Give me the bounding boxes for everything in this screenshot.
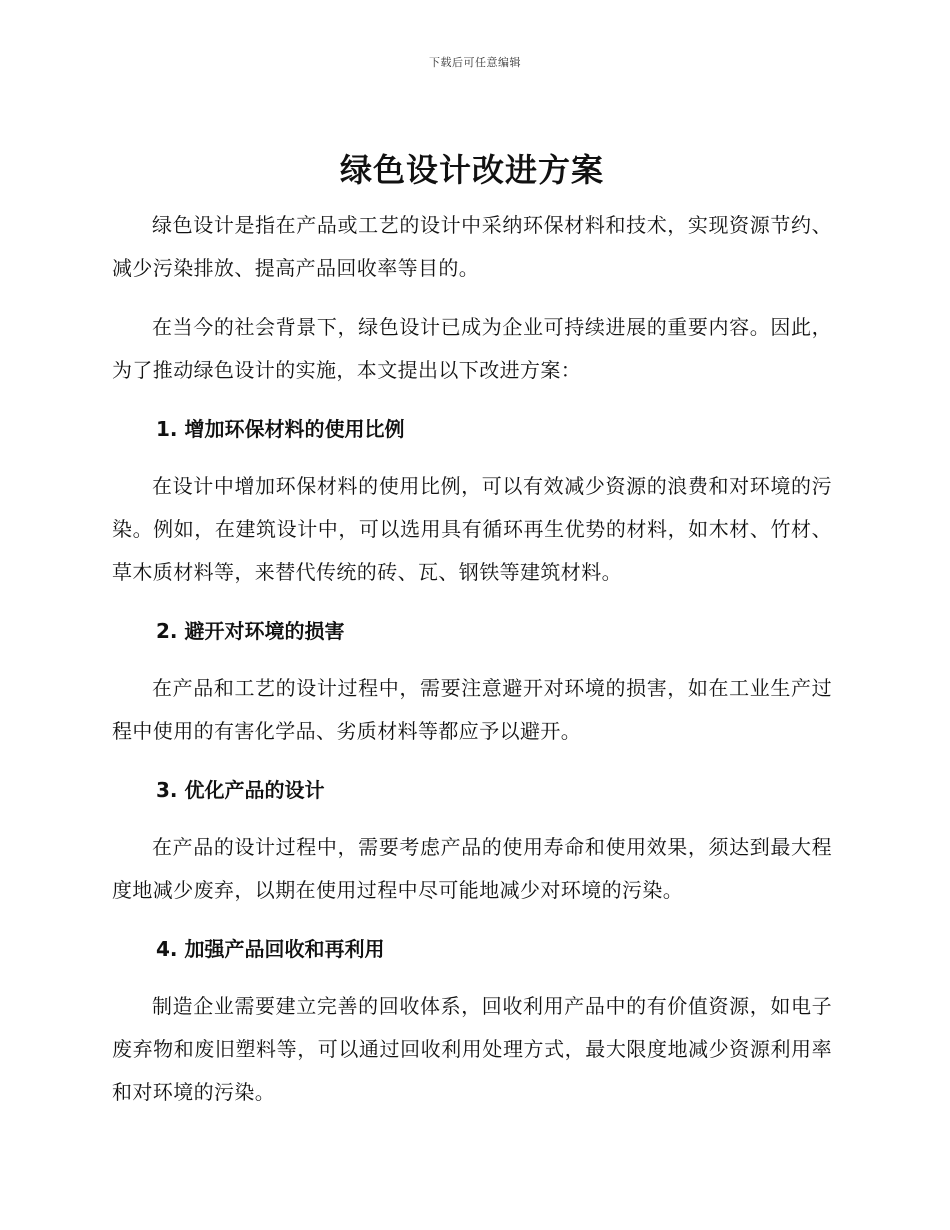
section-heading-4: 4. 加强产品回收和再利用 (156, 937, 385, 961)
section-heading-1: 1. 增加环保材料的使用比例 (156, 417, 405, 441)
document-title: 绿色设计改进方案 (339, 151, 604, 189)
paragraph-background: 在当今的社会背景下，绿色设计已成为企业可持续进展的重要内容。因此，为了推动绿色设计的实施，本文提出以下改进方案： (112, 315, 832, 382)
paragraph-section-4: 制造企业需要建立完善的回收体系，回收利用产品中的有价值资源，如电子废弃物和废旧塑料等，可以通过回收利用处理方式，最大限度地减少资源利用率和对环境的污染。 (112, 994, 832, 1104)
paragraph-section-1: 在设计中增加环保材料的使用比例，可以有效减少资源的浪费和对环境的污染。例如，在建筑设计中，可以选用具有循环再生优势的材料，如木材、竹材、草木质材料等，来替代传统的砖、瓦、钢铁等建筑材料。 (112, 474, 832, 584)
document-body (112, 146, 832, 1130)
paragraph-section-3: 在产品的设计过程中，需要考虑产品的使用寿命和使用效果，须达到最大程度地减少废弃，以期在使用过程中尽可能地减少对环境的污染。 (112, 835, 832, 902)
paragraph-section-2: 在产品和工艺的设计过程中，需要注意避开对环境的损害，如在工业生产过程中使用的有害化学品、劣质材料等都应予以避开。 (112, 676, 832, 743)
section-heading-3: 3. 优化产品的设计 (156, 778, 325, 802)
paragraph-intro: 绿色设计是指在产品或工艺的设计中采纳环保材料和技术，实现资源节约、减少污染排放、提高产品回收率等目的。 (112, 213, 832, 280)
section-heading-2: 2. 避开对环境的损害 (156, 619, 345, 643)
header-note: 下载后可任意编辑 (429, 56, 521, 69)
